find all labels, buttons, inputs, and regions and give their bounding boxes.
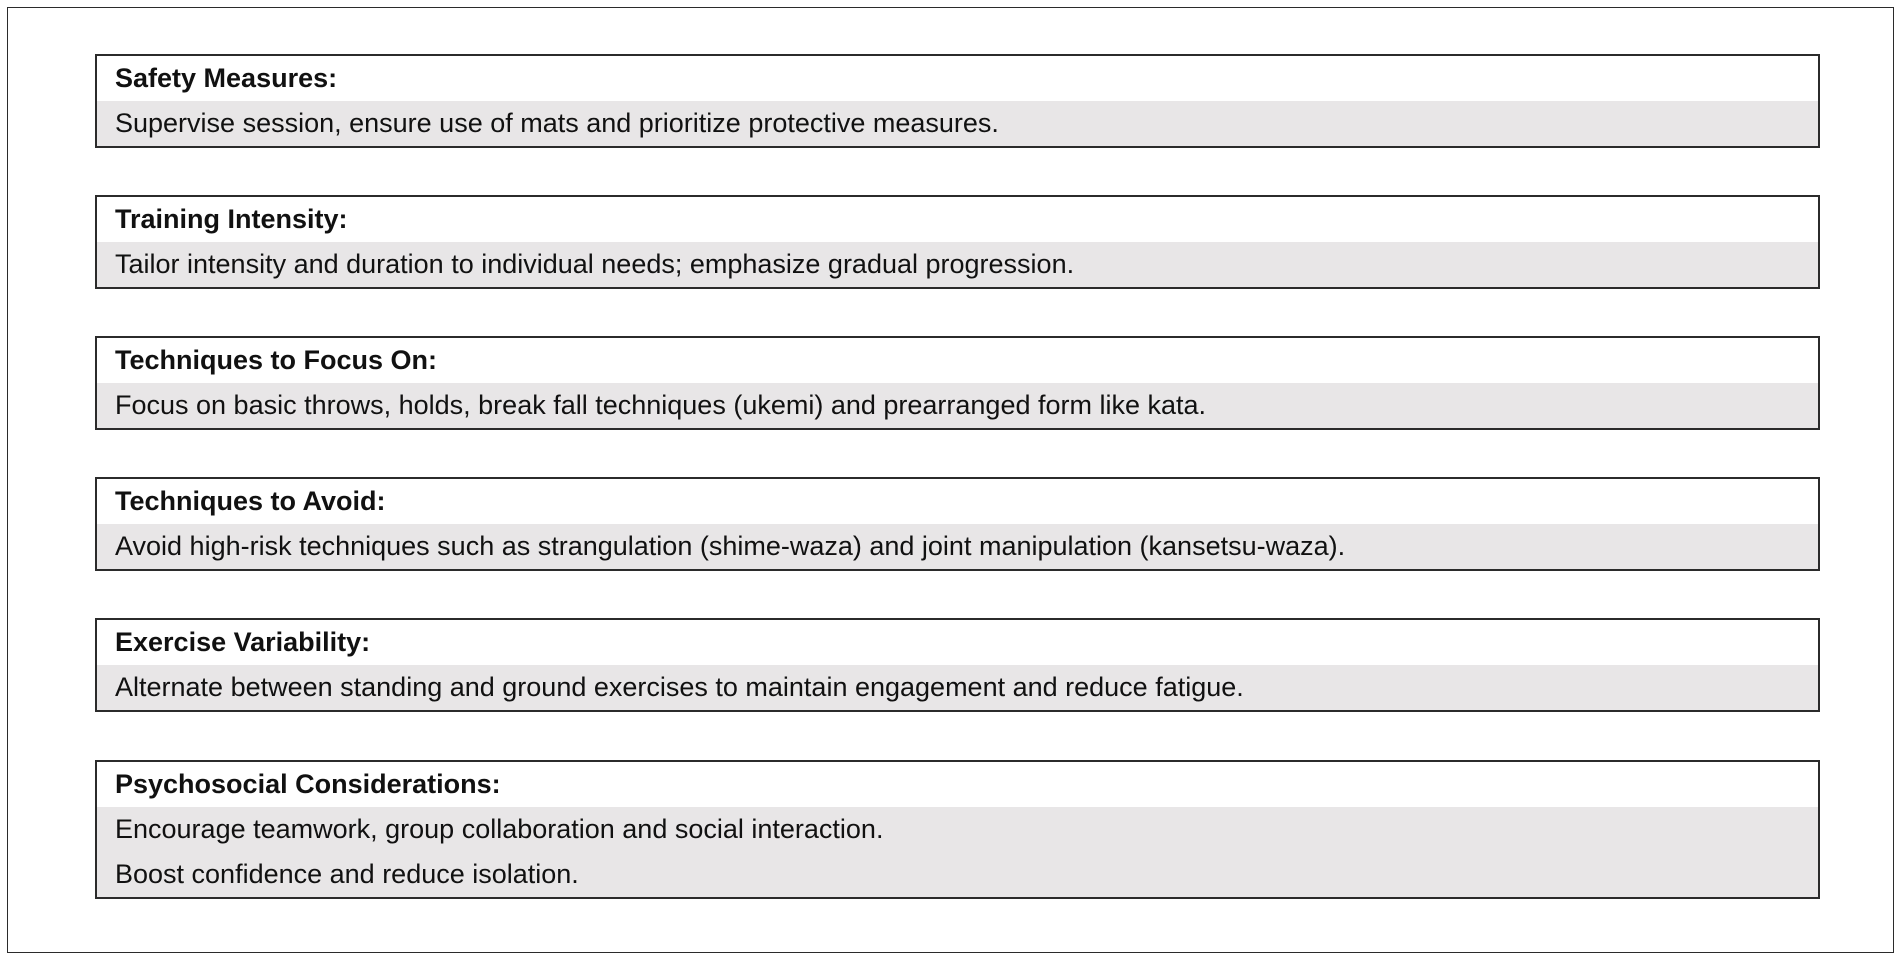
- section-body: [97, 807, 1818, 897]
- section-title: Techniques to Avoid:: [97, 479, 1818, 524]
- section-techniques-avoid: [95, 477, 1820, 571]
- section-exercise-variability: [95, 618, 1820, 712]
- section-body: [97, 524, 1818, 569]
- section-title: Psychosocial Considerations:: [97, 762, 1818, 807]
- section-text: Avoid high-risk techniques such as strangulation (shime-waza) and joint manipulation (kansetsu-waza).: [115, 531, 1346, 561]
- section-text: Tailor intensity and duration to individual needs; emphasize gradual progression.: [115, 249, 1075, 279]
- section-safety-measures: [95, 54, 1820, 148]
- section-body: [97, 383, 1818, 428]
- section-text: Encourage teamwork, group collaboration and social interaction.: [115, 814, 884, 844]
- section-text: Supervise session, ensure use of mats and prioritize protective measures.: [115, 108, 999, 138]
- section-text: Boost confidence and reduce isolation.: [115, 859, 579, 889]
- section-training-intensity: [95, 195, 1820, 289]
- section-body: [97, 101, 1818, 146]
- section-title: Exercise Variability:: [97, 620, 1818, 665]
- section-title: Safety Measures:: [97, 56, 1818, 101]
- section-text: Alternate between standing and ground exercises to maintain engagement and reduce fatigue.: [115, 672, 1244, 702]
- section-text: Focus on basic throws, holds, break fall techniques (ukemi) and prearranged form like kata.: [115, 390, 1207, 420]
- section-psychosocial: [95, 760, 1820, 899]
- section-techniques-focus: [95, 336, 1820, 430]
- section-body: [97, 665, 1818, 710]
- section-title: Training Intensity:: [97, 197, 1818, 242]
- section-title: Techniques to Focus On:: [97, 338, 1818, 383]
- section-body: [97, 242, 1818, 287]
